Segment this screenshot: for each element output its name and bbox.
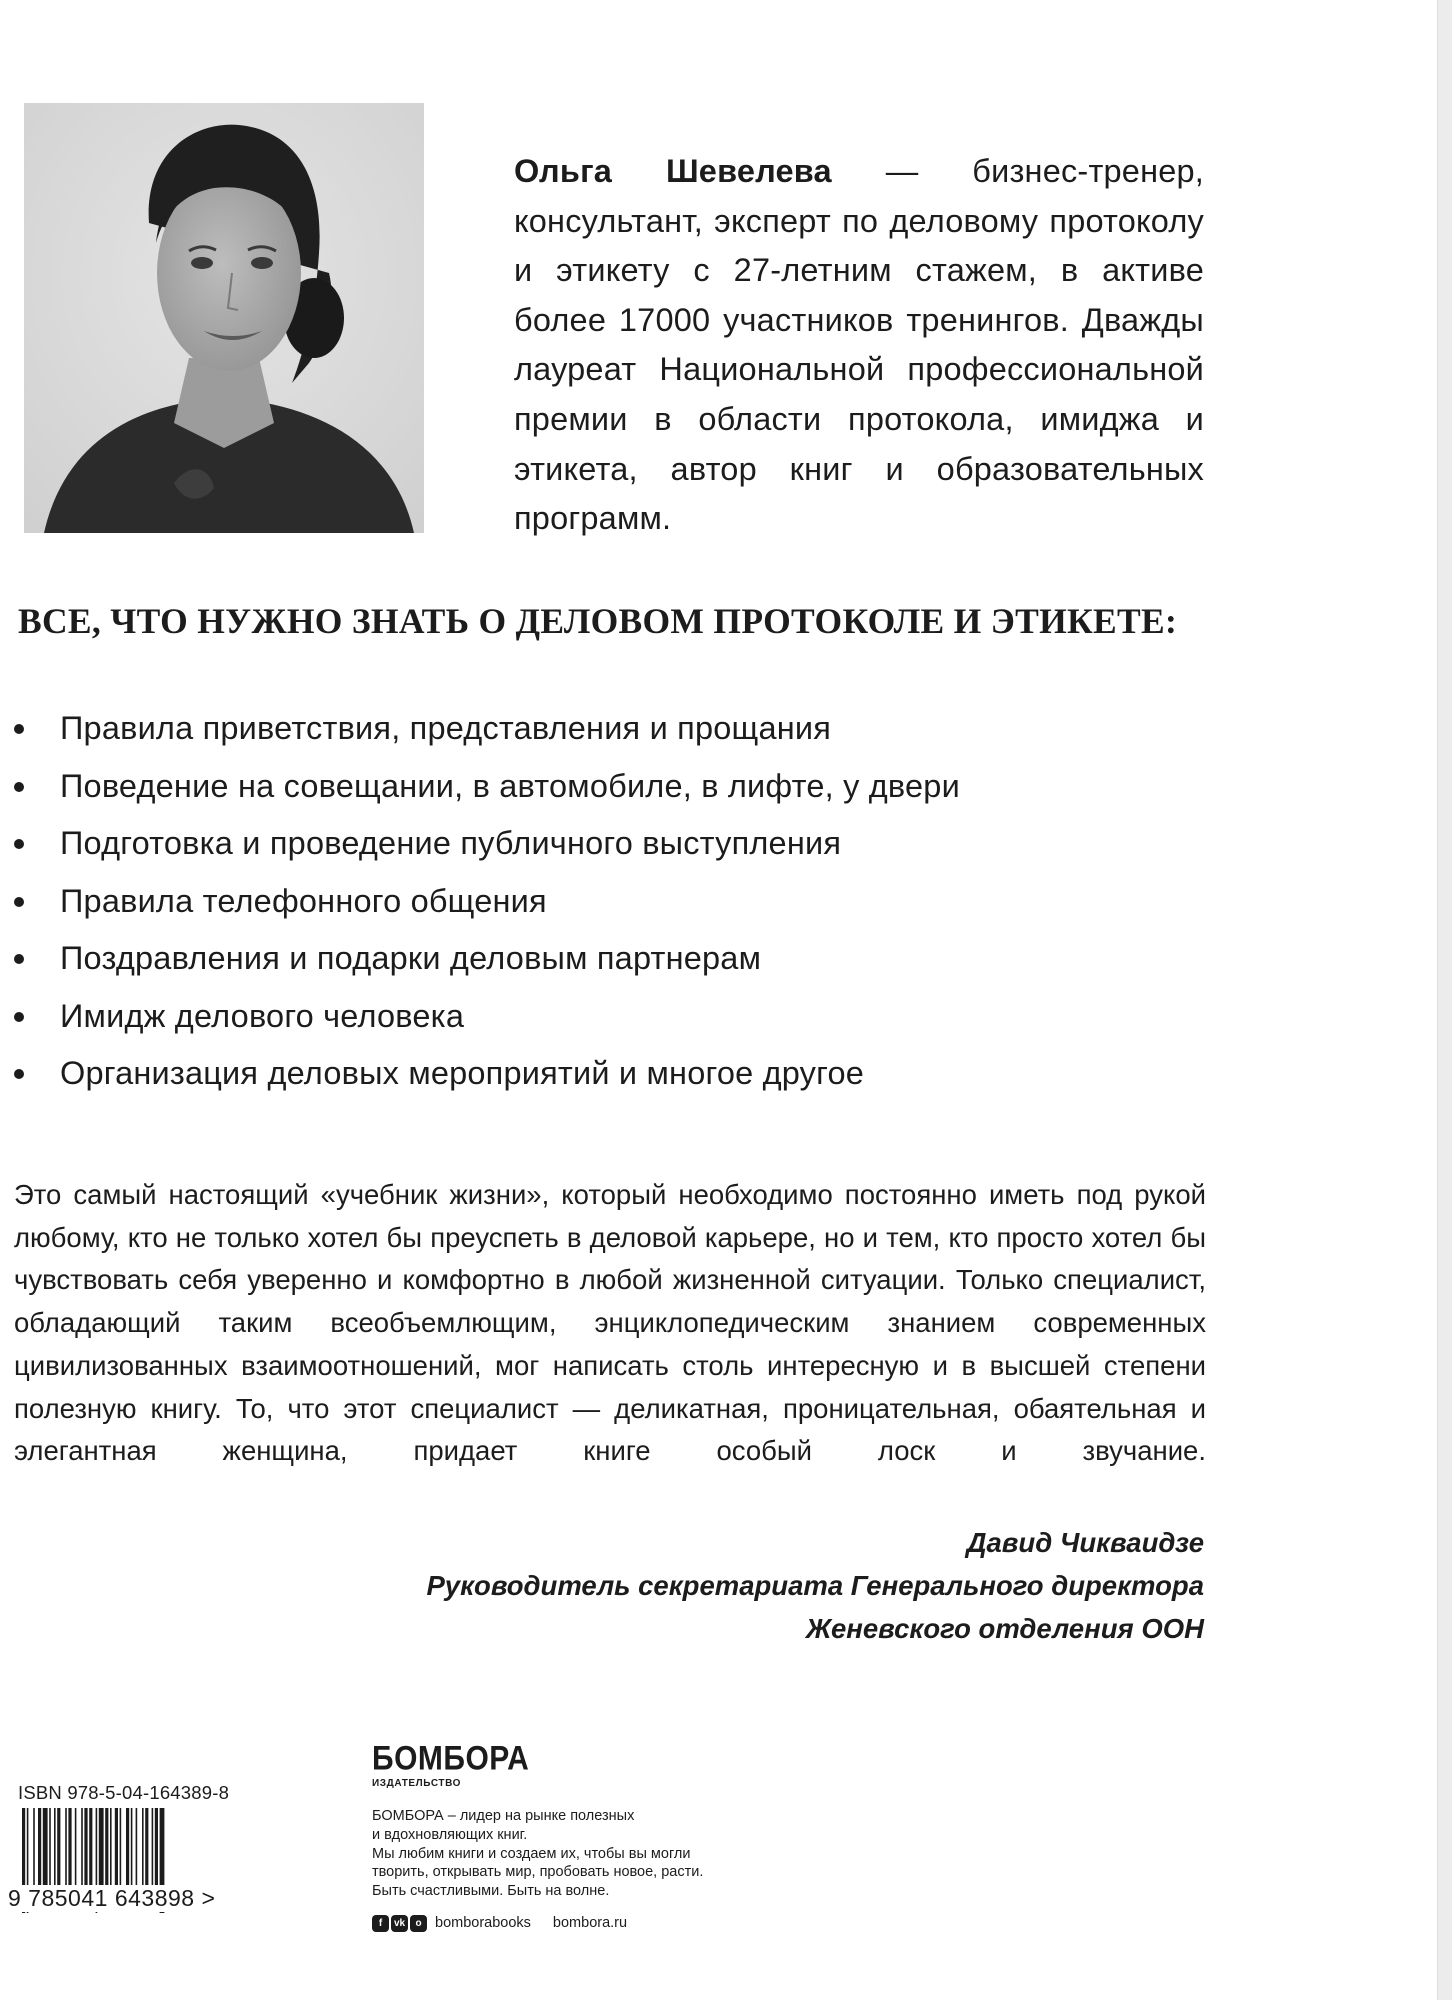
author-bio [514,147,1204,544]
publisher-site: bombora.ru [552,1915,628,1932]
author-bio-text: — бизнес-тренер, консультант, эксперт по деловому протоколу и этикету с 27-летним стажем, в активе более 17000 участников тренингов. Дважды лауреат Национальной профессиональной премии в области протокола, имиджа и этикета, автор книг и образовательных программ. [514,153,1205,537]
bullet-icon [14,1012,24,1022]
bullet-icon [14,782,24,792]
author-photo [24,103,424,533]
review-text: Это самый настоящий «учебник жизни», который необходимо постоянно иметь под рукой любому, кто не только хотел бы преуспеть в деловой карьере, но и тем, кто просто хотел бы чувствовать себя уверенно и комфортно в любой жизненной ситуации. Только специалист, обладающий таким всеобъемлющим, энциклопедическим знанием современных цивилизованных взаимоотношений, мог написать столь интересную и в высшей степени полезную книгу. То, что этот специалист — деликатная, проницательная, обаятельная и элегантная женщина, придает книге особый лоск и звучание. [14,1179,1206,1467]
publisher-social [372,1915,772,1932]
publisher-subtitle: ИЗДАТЕЛЬСТВО [372,1778,462,1789]
author-name: Ольга Шевелева [514,153,832,189]
bullet-icon [14,897,24,907]
list-item: Правила приветствия, представления и прощания [12,700,1202,758]
list-item: Правила телефонного общения [12,873,1202,931]
bullet-icon [14,1069,24,1079]
bullet-icon [14,839,24,849]
reviewer-name: Давид Чикваидзе [966,1527,1204,1558]
reviewer-organization: Женевского отделения ООН [805,1613,1204,1644]
list-item: Организация деловых мероприятий и многое другое [12,1045,1202,1103]
publisher-handle: bomborabooks [435,1915,531,1932]
list-item: Подготовка и проведение публичного выступления [12,815,1202,873]
publisher-logo: БОМБОРА [372,1739,530,1778]
spine-edge [1437,0,1452,2000]
barcode-digits: 9 785041 643898 > [8,1885,216,1911]
list-item: Поздравления и подарки деловым партнерам [12,930,1202,988]
publisher-tagline: БОМБОРА – лидер на рынке полезных и вдохновляющих книг. Мы любим книги и создаем их, чтобы вы могли творить, открывать мир, пробовать новое, расти. Быть счастливыми. Быть на волне. [372,1808,704,1900]
reviewer-title: Руководитель секретариата Генерального директора [426,1570,1204,1601]
list-item: Поведение на совещании, в автомобиле, в лифте, у двери [12,758,1202,816]
bullet-icon [14,954,24,964]
review-signature [426,1521,1204,1650]
bullet-icon [14,724,24,734]
isbn-text: ISBN 978-5-04-164389-8 [18,1782,230,1803]
list-item: Имидж делового человека [12,988,1202,1046]
facebook-icon: f [372,1915,389,1932]
barcode-block [8,1782,266,1913]
publisher-block [372,1739,772,1932]
vk-icon: vk [391,1915,408,1932]
features-list [12,700,1202,1103]
ok-icon: o [410,1915,427,1932]
features-heading: ВСЕ, ЧТО НУЖНО ЗНАТЬ О ДЕЛОВОМ ПРОТОКОЛЕ И ЭТИКЕТЕ: [18,601,1178,641]
